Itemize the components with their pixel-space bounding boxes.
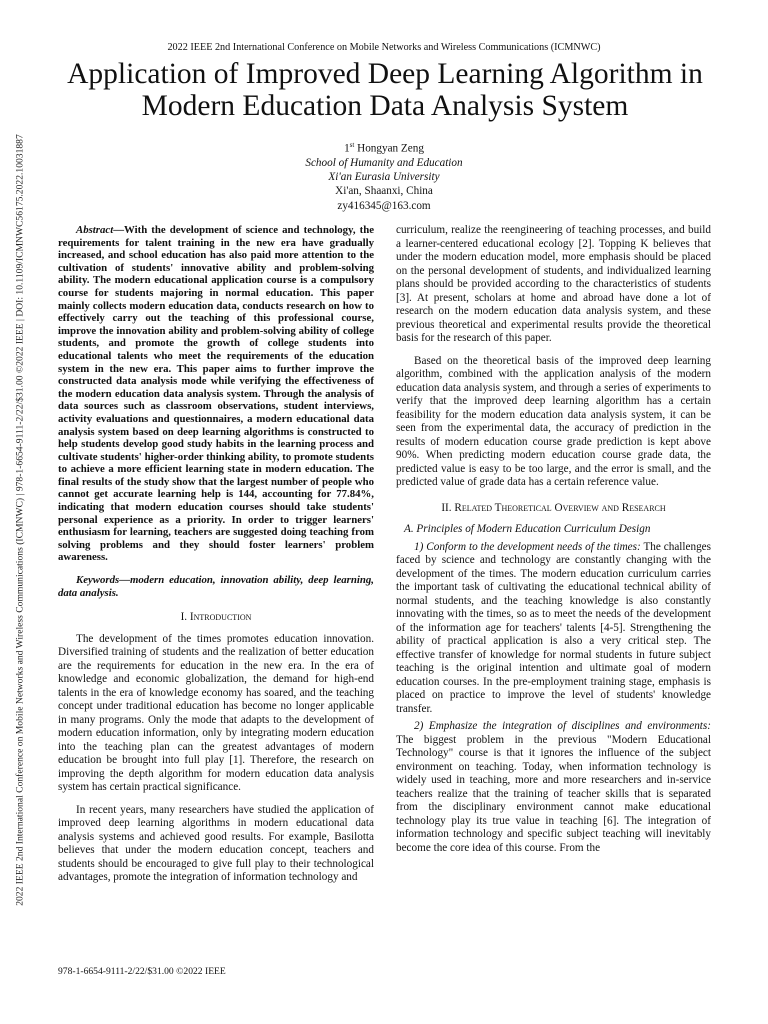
keywords-paragraph [58, 574, 374, 599]
right-paragraph-2: Based on the theoretical basis of the improved deep learning algorithm, combined with the application analysis of the modern education data analysis system, and through a series of experiments to verify that the improved deep learning algorithm has a certain feasibility for the modern education data analysis system, it can be seen from the experimental data, the accuracy of prediction in the results of modern education course grade prediction is kept above 90%. When predicting modern education course grade data, the predicted value is easy to be too large, and the error is small, and the predicted value of grade data has a certain reference value. [396, 354, 711, 488]
right-paragraph-4 [396, 720, 711, 855]
keywords-label: Keywords [76, 574, 120, 587]
author-name-line [0, 138, 768, 156]
left-column [58, 224, 374, 885]
paragraph-4-label: 2) Emphasize the integration of disciplines and environments: [414, 720, 711, 732]
intro-paragraph-1: The development of the times promotes education innovation. Diversified training of students and the realization of better education are the requirements for education in the new era. In the era of knowledge and economic globalization, the demand for high-end talents in the era of knowledge economy has soared, and the teaching concept under traditional education has become no longer applicable in many programs. Only the mode that adapts to the development of modern education information, only by integrating modern education into the teaching plan can the greatest advantages of modern education be brought into full play [1]. Therefore, the research on improving the depth algorithm for modern education data analysis system has certain practical significance. [58, 632, 374, 794]
paper-title: Application of Improved Deep Learning Algorithm in Modern Education Data Analysis System [67, 58, 703, 122]
right-column [396, 224, 711, 855]
side-metadata-text: 2022 IEEE 2nd International Conference on Mobile Networks and Wireless Communications (ICMNWC) | 978-1-6654-9111-2/22/$31.00 ©2022 IEEE | DOI: 10.1109/ICMNWC56175.2022.10031887 [14, 134, 26, 906]
author-school: School of Humanity and Education [305, 156, 463, 169]
author-block [0, 138, 768, 213]
author-name: Hongyan Zeng [354, 142, 424, 155]
abstract-label: Abstract [76, 224, 114, 236]
page-footer: 978-1-6654-9111-2/22/$31.00 ©2022 IEEE [58, 966, 226, 977]
intro-paragraph-2: In recent years, many researchers have studied the application of improved deep learning algorithms in modern educational data analysis systems and achieved good results. For example, Basilotta believes that under the modern education concept, teachers and students should be encouraged to give full play to their technological advantages, promote the integration of information technology and [58, 803, 374, 884]
right-paragraph-3 [396, 541, 711, 717]
author-email: zy416345@163.com [337, 199, 431, 212]
conference-header: 2022 IEEE 2nd International Conference on Mobile Networks and Wireless Communications (ICMNWC) [167, 42, 601, 53]
abstract-paragraph [58, 224, 374, 564]
section-1-heading: I. Introduction [180, 611, 252, 624]
keywords-text: —modern education, innovation ability, deep learning, data analysis. [58, 574, 374, 599]
paragraph-3-text: The challenges faced by science and technology are constantly changing with the development of the times. The modern education curriculum carries the important task of cultivating the educational technical ability of normal students, and the teaching knowledge is also constantly innovating with the times, so as to meet the needs of the development of the information age for teachers' talents [4-5]. Strengthening the ability of practical application is also a very critical step. The effective transfer of knowledge for normal students in future subject teaching is the original intention and ultimate goal of modern education courses. In the pre-employment training stage, emphasis is placed on practice to improve the level of students' knowledge transfer. [396, 540, 711, 715]
author-ordinal-sup: st [349, 141, 355, 149]
right-paragraph-1: curriculum, realize the reengineering of teaching processes, and build a learner-centered educational ecology [2]. Topping K believes that under the modern education model, more emphasis should be placed on the personal development of students, and individualized learning plans should be provided according to the characteristics of students [3]. At present, scholars at home and abroad have done a lot of research on the modern education data analysis system, and these previous theoretical and experimental results provide the theoretical basis for the research of this paper. [396, 224, 711, 344]
author-university: Xi'an Eurasia University [328, 171, 440, 184]
paragraph-3-label: 1) Conform to the development needs of the times: [414, 540, 641, 553]
subsection-a-heading: A. Principles of Modern Education Curriculum Design [404, 523, 651, 535]
abstract-text: —With the development of science and technology, the requirements for talent training in the new era have gradually increased, and school education has also paid more attention to the cultivation of students' innovative ability and problem-solving ability. The modern educational application course is a compulsory course for students majoring in normal education. This paper mainly collects modern education data, conducts research on how to effectively carry out the teaching of this professional course, improve the innovation ability and problem-solving ability of college students, and promote the growth of college students into educational talents who meet the requirements of the education system in the new era. This paper aims to further improve the constructed data analysis mode while verifying the effectiveness of the modern education data analysis system. Through the analysis of data sources such as classroom observations, student interviews, activity evaluations and questionnaires, a modern educational data analysis system based on deep learning algorithms is constructed to help students develop good study habits in the learning process and cultivate students' higher-order thinking ability, to promote students to achieve a more efficient learning state in modern education. The final results of the study show that the largest number of people who cannot get accurate learning help is 144, accounting for 77.84%, indicating that modern education courses should take students' personal experience as a priority. In order to trigger learners' enthusiasm for learning, teachers are suggested doing teaching from solving problems and they should foster learners' problem awareness. [58, 224, 374, 564]
author-location: Xi'an, Shaanxi, China [335, 185, 433, 198]
paragraph-4-text: The biggest problem in the previous "Modern Educational Technology" course is that it ignores the influence of the subject environment on teaching. Today, when information technology is widely used in teaching, more and more researchers and in-service teachers realize that the training of teacher skills that is separated from the disciplinary environment cannot make educational technology play its true value in teaching [6]. The integration of information technology and specific subject teaching will inevitably become the core idea of this course. From the [396, 733, 711, 854]
author-ordinal: 1 [344, 142, 350, 155]
side-metadata-strip [2, 130, 38, 910]
section-2-heading: II. Related Theoretical Overview and Research [441, 501, 666, 514]
